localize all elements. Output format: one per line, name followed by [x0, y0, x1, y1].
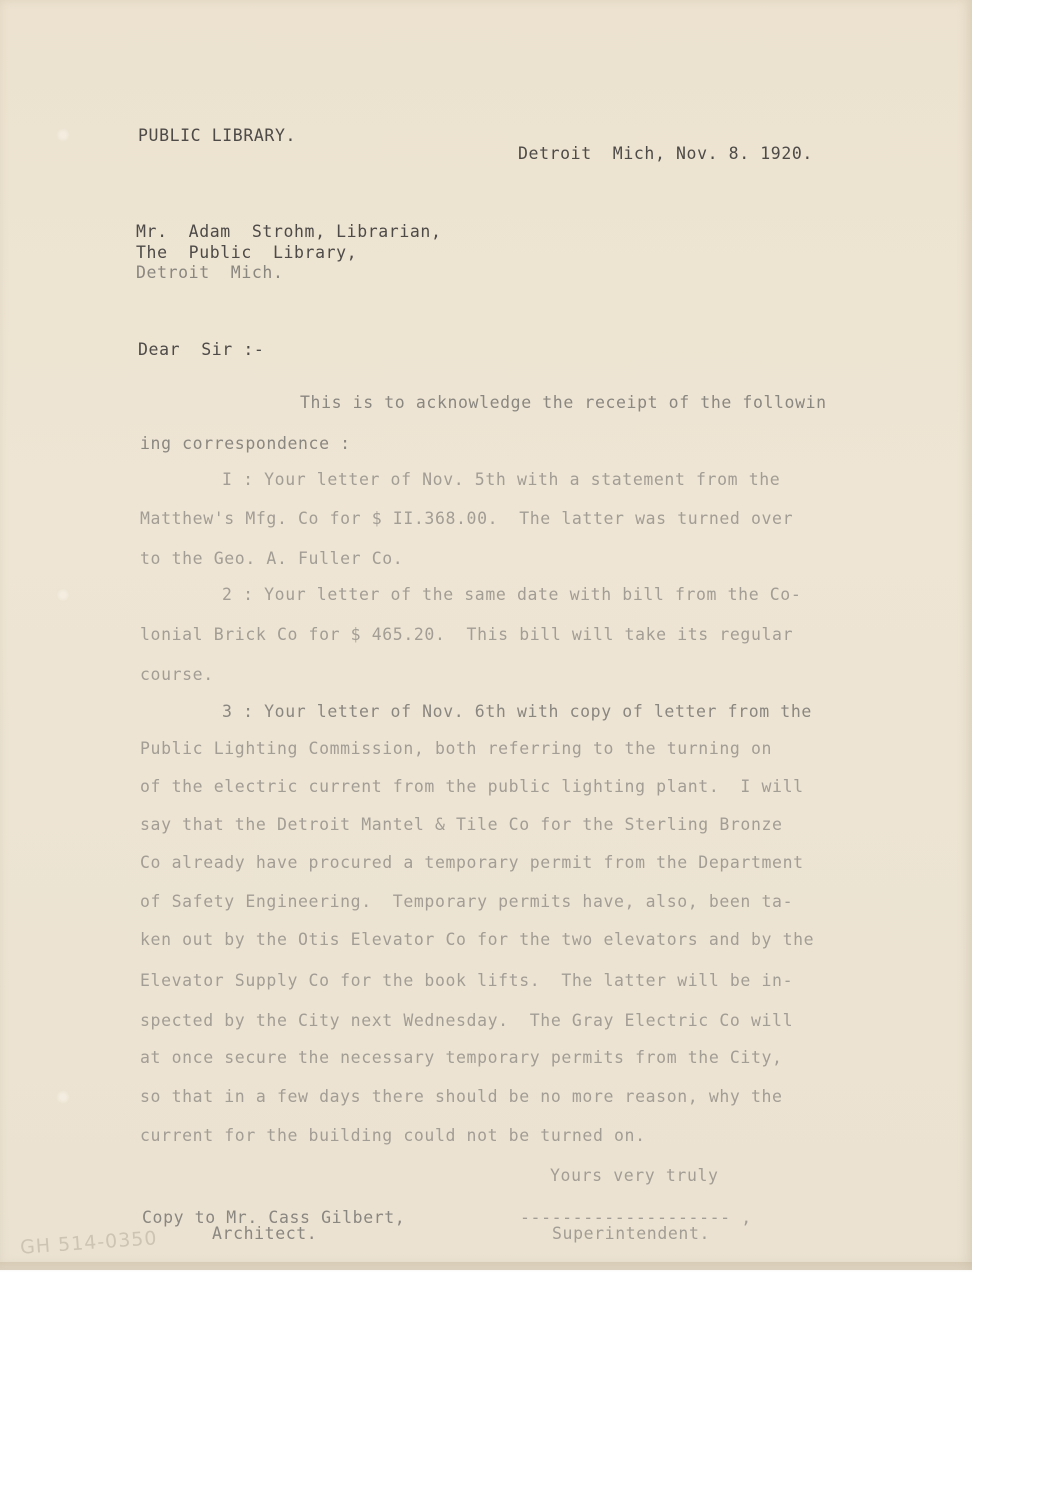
body-line: ing correspondence :	[140, 434, 351, 453]
addressee-line: The Public Library,	[136, 243, 358, 262]
body-line: to the Geo. A. Fuller Co.	[140, 549, 404, 568]
body-line: of Safety Engineering. Temporary permits have, also, been ta-	[140, 892, 794, 911]
body-line: 2 : Your letter of the same date with bill from the Co-	[222, 585, 802, 604]
body-line: of the electric current from the public lighting plant. I will	[140, 777, 804, 796]
body-line: Public Lighting Commission, both referring to the turning on	[140, 739, 773, 758]
copy-recipient-title: Architect.	[212, 1224, 318, 1243]
addressee-line: Detroit Mich.	[136, 263, 284, 282]
body-line: say that the Detroit Mantel & Tile Co for the Sterling Bronze	[140, 815, 783, 834]
body-line: spected by the City next Wednesday. The Gray Electric Co will	[140, 1011, 794, 1030]
body-line: I : Your letter of Nov. 5th with a statement from the	[222, 470, 781, 489]
archive-stamp: GH 514-0350	[19, 1227, 159, 1259]
salutation: Dear Sir :-	[138, 340, 265, 359]
body-line: Elevator Supply Co for the book lifts. The latter will be in-	[140, 971, 794, 990]
place-date: Detroit Mich, Nov. 8. 1920.	[518, 144, 813, 163]
body-line: lonial Brick Co for $ 465.20. This bill will take its regular	[140, 625, 794, 644]
body-line: current for the building could not be turned on.	[140, 1126, 646, 1145]
body-line: ken out by the Otis Elevator Co for the two elevators and by the	[140, 930, 815, 949]
body-line: This is to acknowledge the receipt of the followin	[300, 393, 827, 412]
signature-title: Superintendent.	[552, 1224, 711, 1243]
body-line: so that in a few days there should be no more reason, why the	[140, 1087, 783, 1106]
project-heading: PUBLIC LIBRARY.	[138, 126, 297, 145]
signature-line: -------------------- ,	[520, 1208, 752, 1227]
copy-recipient: Copy to Mr. Cass Gilbert,	[142, 1208, 406, 1227]
closing: Yours very truly	[550, 1166, 719, 1185]
addressee-line: Mr. Adam Strohm, Librarian,	[136, 222, 442, 241]
punch-hole	[56, 1090, 70, 1104]
punch-hole	[56, 128, 70, 142]
body-line: 3 : Your letter of Nov. 6th with copy of letter from the	[222, 702, 812, 721]
body-line: Matthew's Mfg. Co for $ II.368.00. The latter was turned over	[140, 509, 794, 528]
body-line: course.	[140, 665, 214, 684]
punch-hole	[56, 588, 70, 602]
paper-edge-shadow	[0, 1262, 972, 1272]
body-line: at once secure the necessary temporary permits from the City,	[140, 1048, 783, 1067]
body-line: Co already have procured a temporary permit from the Department	[140, 853, 804, 872]
